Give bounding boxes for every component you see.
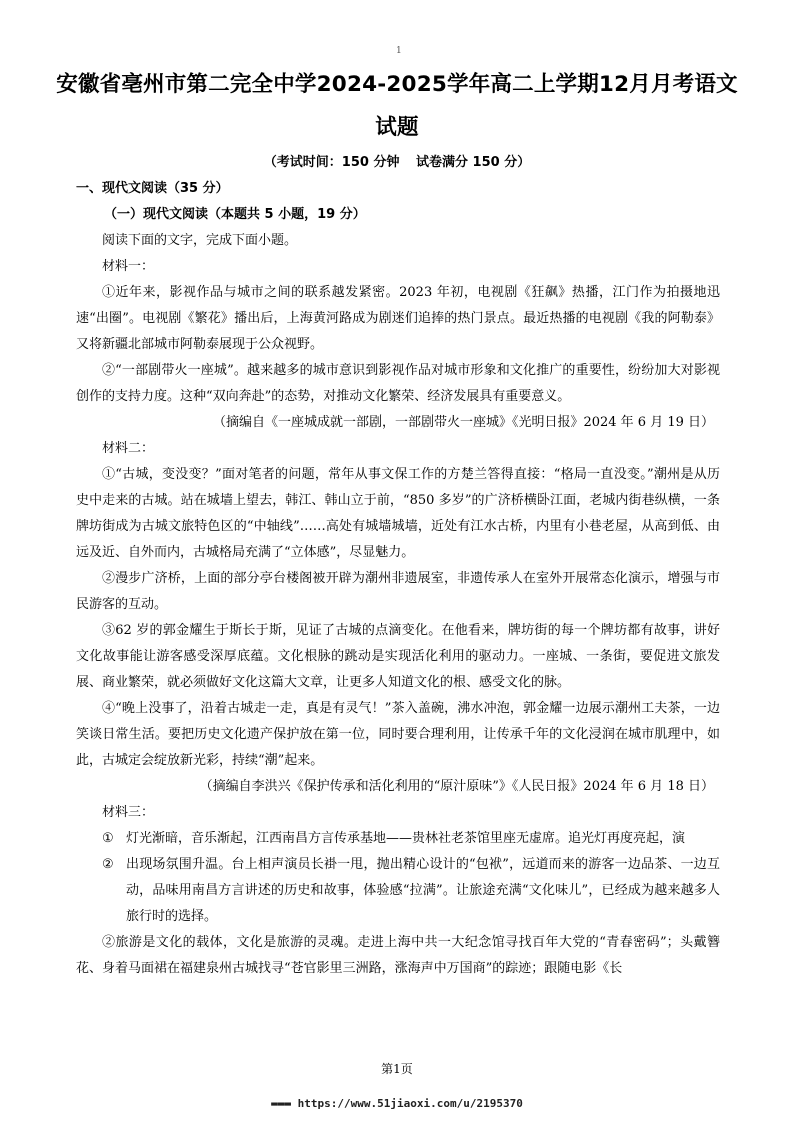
sub-section-heading: （一）现代文阅读（本题共 5 小题，19 分） (104, 207, 366, 222)
material3-list-item (76, 826, 720, 852)
material2-source: （摘编自李洪兴《保护传承和活化利用的“原汁原味”》《人民日报》2024 年 6 月 18 日） (199, 779, 714, 794)
material1-source: （摘编自《一座城成就一部剧，一部剧带火一座城》《光明日报》2024 年 6 月 19 日） (212, 415, 714, 430)
material1-paragraph: ②“一部剧带火一座城”。越来越多的城市意识到影视作品对城市形象和文化推广的重要性，纷纷加大对影视创作的支持力度。这种“双向奔赴”的态势，对推动文化繁荣、经济发展具有重要意义。 (76, 363, 720, 404)
material2-paragraph: ④“晚上没事了，沿着古城走一走，真是有灵气！”茶入盖碗，沸水冲泡，郭金耀一边展示潮州工夫茶，一边笑谈日常生活。要把历史文化遗产保护放在第一位，同时要合理利用，让传承千年的文化浸润在城市肌理中，如此，古城定会绽放新光彩，持续“潮”起来。 (76, 701, 720, 768)
exam-info (0, 151, 794, 170)
top-page-mark: 1 (396, 46, 402, 56)
list-item-number: ① (102, 831, 114, 846)
material2-label: 材料二： (102, 441, 155, 456)
list-item-number: ② (102, 857, 114, 872)
document-body (76, 176, 720, 982)
list-item-text: 出现场氛围升温。台上相声演员长褂一甩，抛出精心设计的“包袱”，远道而来的游客一边品茶、一边互动，品味用南昌方言讲述的历史和故事，体验感“拉满”。让旅途充满“文化味儿”，已经成为越来越多人旅行时的选择。 (126, 857, 720, 924)
material3-paragraph: ②旅游是文化的载体，文化是旅游的灵魂。走进上海中共一大纪念馆寻找百年大党的“青春密码”；头戴簪花、身着马面裙在福建泉州古城找寻“苍官影里三洲路，涨海声中万国商”的踪迹；跟随电影《长 (76, 935, 720, 976)
exam-time: （考试时间：150 分钟 (263, 155, 400, 170)
instruction: 阅读下面的文字，完成下面小题。 (102, 233, 298, 248)
page-number: 第1页 (381, 1062, 413, 1076)
material2-paragraph: ①“古城，变没变？”面对笔者的问题，常年从事文保工作的方楚兰答得直接：“格局一直没变。”潮州是从历史中走来的古城。站在城墙上望去，韩江、韩山立于前，“850 多岁”的广济桥横卧江面，老城内街巷纵横，一条牌坊街成为古城文旅特色区的“中轴线”……高处有城墙城墙，近处有江水古桥，内里有小巷老屋，从高到低、由远及近、自外而内，古城格局充满了“立体感”，尽显魅力。 (76, 467, 720, 560)
section-heading: 一、现代文阅读（35 分） (76, 181, 229, 196)
exam-title-line1: 安徽省亳州市第二完全中学2024-2025学年高二上学期12月月考语文 (56, 72, 738, 97)
material3-label: 材料三： (102, 805, 155, 820)
material1-label: 材料一： (102, 259, 155, 274)
full-score: 试卷满分 150 分） (416, 155, 531, 170)
exam-title-line2: 试题 (375, 115, 419, 140)
list-item-text: 灯光渐暗，音乐渐起，江西南昌方言传承基地——贵林社老茶馆里座无虚席。追光灯再度亮起，演 (126, 831, 686, 846)
material2-paragraph: ②漫步广济桥，上面的部分亭台楼阁被开辟为潮州非遗展室，非遗传承人在室外开展常态化演示，增强与市民游客的互动。 (76, 571, 720, 612)
material2-paragraph: ③62 岁的郭金耀生于斯长于斯，见证了古城的点滴变化。在他看来，牌坊街的每一个牌坊都有故事，讲好文化故事能让游客感受深厚底蕴。文化根脉的跳动是实现活化利用的驱动力。一座城、一条街，要促进文旅发展、商业繁荣，就必须做好文化这篇大文章，让更多人知道文化的根、感受文化的脉。 (76, 623, 720, 690)
material1-paragraph: ①近年来，影视作品与城市之间的联系越发紧密。2023 年初，电视剧《狂飙》热播，江门作为拍摄地迅速“出圈”。电视剧《繁花》播出后，上海黄河路成为剧迷们追捧的热门景点。最近热播的电视剧《我的阿勒泰》又将新疆北部城市阿勒泰展现于公众视野。 (76, 285, 720, 352)
material3-list-item (76, 852, 720, 930)
watermark-url: ▬▬▬ https://www.51jiaoxi.com/u/2195370 (271, 1097, 523, 1110)
